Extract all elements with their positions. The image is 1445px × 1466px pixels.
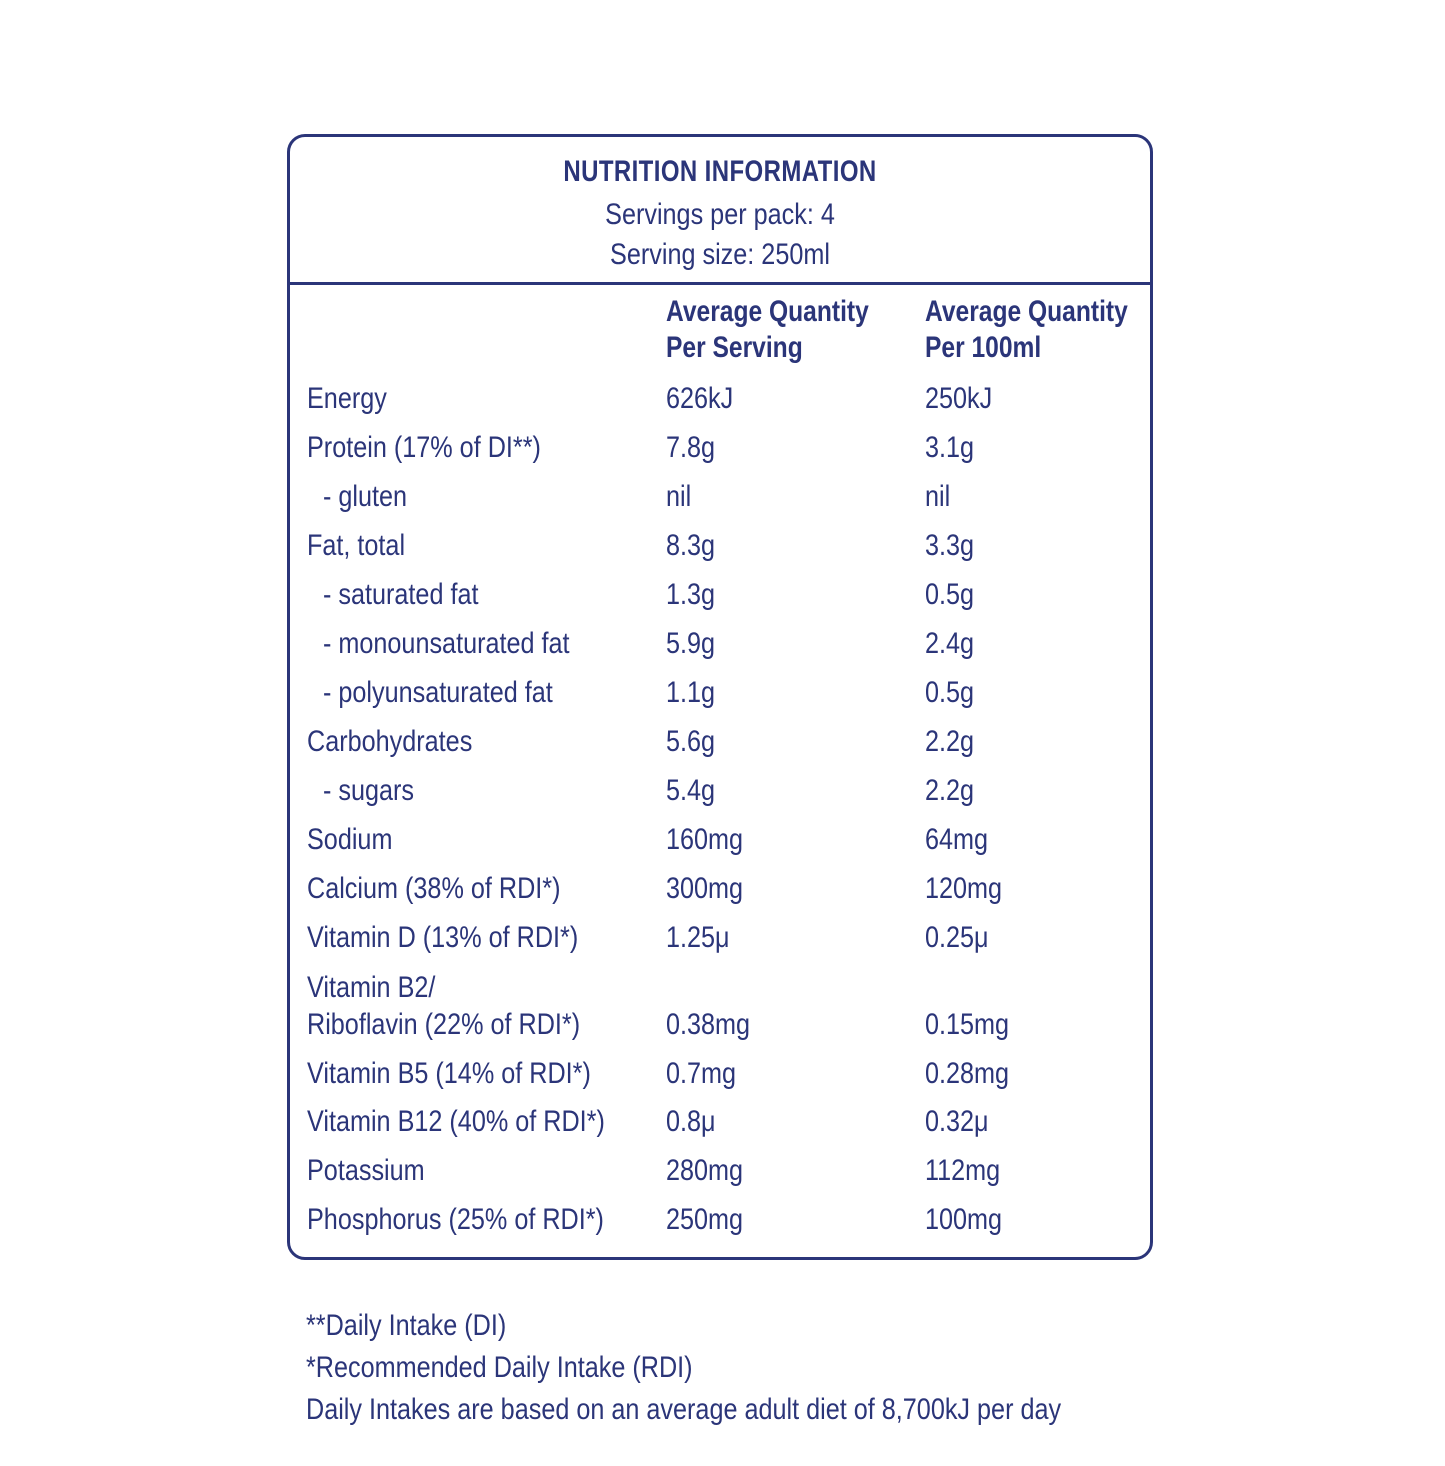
nutrient-per-100ml: 250kJ (925, 382, 993, 415)
nutrient-per-100ml: 100mg (925, 1203, 1003, 1236)
nutrient-per-100ml: 0.15mg (925, 1008, 1010, 1041)
nutrient-name: - monounsaturated fat (323, 627, 570, 660)
nutrient-per-100ml: 0.25μ (925, 921, 989, 954)
column-header-per-serving (666, 294, 869, 366)
nutrient-per-serving: 250mg (666, 1203, 744, 1236)
nutrient-name: Vitamin D (13% of RDI*) (307, 921, 579, 954)
nutrient-per-100ml: nil (925, 480, 951, 513)
nutrient-per-serving: 0.8μ (666, 1105, 716, 1138)
nutrient-name: - polyunsaturated fat (323, 676, 553, 709)
nutrient-per-100ml: 0.32μ (925, 1105, 989, 1138)
nutrient-per-serving: 0.38mg (666, 1008, 751, 1041)
nutrient-per-100ml: 0.28mg (925, 1057, 1010, 1090)
panel-title: NUTRITION INFORMATION (563, 155, 877, 188)
nutrition-panel (287, 134, 1153, 1260)
nutrient-name: Calcium (38% of RDI*) (307, 872, 561, 905)
nutrient-per-100ml: 2.2g (925, 774, 975, 807)
nutrient-name: Phosphorus (25% of RDI*) (307, 1203, 604, 1236)
nutrient-name: Vitamin B12 (40% of RDI*) (307, 1105, 605, 1138)
nutrient-per-100ml: 2.4g (925, 627, 975, 660)
nutrient-per-100ml: 0.5g (925, 578, 975, 611)
servings-per-pack: Servings per pack: 4 (605, 198, 835, 231)
column-header-per-100ml-line2: Per 100ml (925, 331, 1042, 364)
nutrient-per-serving: 5.9g (666, 627, 716, 660)
nutrient-per-serving: 1.3g (666, 578, 716, 611)
nutrient-per-100ml: 3.3g (925, 529, 975, 562)
nutrient-name: Protein (17% of DI**) (307, 431, 541, 464)
column-header-per-serving-line1: Average Quantity (666, 295, 869, 328)
nutrient-name: Carbohydrates (307, 725, 473, 758)
nutrient-per-serving: 160mg (666, 823, 744, 856)
nutrient-per-100ml: 2.2g (925, 725, 975, 758)
nutrient-name: - gluten (323, 480, 408, 513)
nutrient-per-100ml: 64mg (925, 823, 989, 856)
nutrient-per-serving: 280mg (666, 1154, 744, 1187)
nutrient-per-100ml: 120mg (925, 872, 1003, 905)
column-header-per-100ml (925, 294, 1128, 366)
nutrient-per-serving: 8.3g (666, 529, 716, 562)
nutrient-per-serving: 300mg (666, 872, 744, 905)
nutrient-per-serving: 0.7mg (666, 1057, 737, 1090)
nutrient-per-serving: 626kJ (666, 382, 734, 415)
nutrient-name: - sugars (323, 774, 415, 807)
panel-header (290, 137, 1150, 285)
column-header-per-serving-line2: Per Serving (666, 331, 803, 364)
nutrient-name: Vitamin B5 (14% of RDI*) (307, 1057, 591, 1090)
nutrient-per-serving: 7.8g (666, 431, 716, 464)
nutrient-per-serving: nil (666, 480, 692, 513)
nutrient-name: - saturated fat (323, 578, 479, 611)
nutrient-name: Sodium (307, 823, 393, 856)
nutrient-per-serving: 1.1g (666, 676, 716, 709)
nutrient-name-line2: Riboflavin (22% of RDI*) (307, 1008, 581, 1041)
nutrient-name: Energy (307, 382, 387, 415)
nutrient-name (307, 969, 580, 1043)
nutrient-per-serving: 5.6g (666, 725, 716, 758)
nutrient-name-line1: Vitamin B2/ (307, 971, 436, 1004)
nutrient-per-serving: 5.4g (666, 774, 716, 807)
footnote-daily-intake-basis: Daily Intakes are based on an average adult diet of 8,700kJ per day (306, 1393, 1062, 1426)
nutrient-name: Fat, total (307, 529, 406, 562)
nutrient-per-100ml: 112mg (925, 1154, 1001, 1187)
nutrient-per-serving: 1.25μ (666, 921, 730, 954)
footnotes (306, 1305, 1061, 1431)
column-header-per-100ml-line1: Average Quantity (925, 295, 1128, 328)
serving-size: Serving size: 250ml (610, 238, 830, 271)
footnote-recommended-daily-intake: *Recommended Daily Intake (RDI) (306, 1351, 693, 1384)
nutrient-per-100ml: 3.1g (925, 431, 975, 464)
nutrient-name: Potassium (307, 1154, 425, 1187)
nutrient-per-100ml: 0.5g (925, 676, 975, 709)
footnote-daily-intake: **Daily Intake (DI) (306, 1309, 507, 1342)
